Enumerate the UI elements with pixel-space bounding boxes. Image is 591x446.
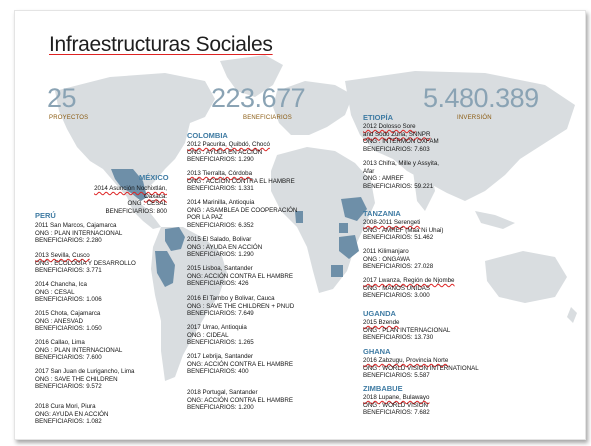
- zimbabue-shape: [331, 265, 343, 277]
- project-ong: ONG : WORLD VISION INTERNATIONAL: [363, 364, 479, 372]
- project-place: and Sodo Zuria, SNNPR: [363, 130, 431, 138]
- project-ong: ONG: ACCIÓN CONTRA EL HAMBRE: [187, 360, 294, 368]
- page-title: Infraestructuras Sociales: [49, 33, 273, 56]
- project-entry: [363, 123, 439, 153]
- project-entry: [363, 160, 439, 190]
- project-entry: [187, 170, 295, 193]
- project-beneficiaries: BENEFICIARIOS: 3.000: [363, 292, 430, 300]
- country-heading-peru: PERÚ: [35, 211, 56, 220]
- project-entry: [187, 295, 294, 318]
- country-heading-mexico: MÉXICO: [139, 173, 169, 182]
- project-beneficiaries: BENEFICIARIOS: 9.572: [35, 383, 102, 391]
- project-beneficiaries: BENEFICIARIOS: 6.352: [187, 221, 254, 229]
- project-place: 2014 Asunción Nochixtlán,: [94, 185, 167, 192]
- project-entry: [187, 199, 297, 229]
- project-beneficiaries: BENEFICIARIOS: 59.221: [363, 182, 434, 190]
- stat-projects-label: PROYECTOS: [49, 115, 89, 121]
- project-place: 2015 Chota, Cajamarca: [35, 310, 101, 317]
- project-place: 2013 Chifra, Mille y Assyita,: [363, 160, 439, 167]
- project-entry: [35, 339, 122, 362]
- project-entry: [187, 141, 270, 164]
- project-entry: [35, 281, 102, 304]
- project-beneficiaries: BENEFICIARIOS: 1.006: [35, 296, 102, 304]
- project-ong: ONG : ACCIÓN CONTRA EL HAMBRE: [187, 177, 295, 185]
- project-beneficiaries: BENEFICIARIOS: 1.290: [187, 156, 254, 164]
- project-entry: [363, 357, 479, 380]
- project-ong: ONG : SAVE THE CHILDREN: [35, 375, 118, 383]
- project-ong: ONG: ACCIÓN CONTRA EL HAMBRE: [187, 272, 294, 280]
- project-beneficiaries: BENEFICIARIOS: 426: [187, 280, 249, 288]
- project-place: 2013 Sevilla, Cusco: [35, 252, 90, 259]
- project-entry: [187, 265, 293, 288]
- project-beneficiaries: BENEFICIARIOS: 27.028: [363, 263, 434, 271]
- project-place: 2015 Lisboa, Santander: [187, 265, 253, 272]
- project-ong: ONG : PLAN INTERNACIONAL: [35, 346, 123, 354]
- project-beneficiaries: BENEFICIARIOS: 51.462: [363, 234, 434, 242]
- project-place: 2011 San Marcos, Cajamarca: [35, 222, 117, 229]
- project-place: 2014 Marinilla, Antioquia: [187, 199, 255, 206]
- project-entry: [35, 222, 122, 245]
- project-ong: ONG : INTERMÓN OXFAM: [363, 138, 439, 146]
- infographic-page: [14, 10, 586, 440]
- project-entry: [35, 368, 134, 391]
- stat-investment-label: INVERSIÓN: [457, 115, 492, 121]
- project-beneficiaries: BENEFICIARIOS: 7.649: [187, 310, 254, 318]
- project-ong: ONG : AMREF (Maa Ni Uhai): [363, 226, 444, 234]
- stat-projects-value: 25: [47, 83, 77, 113]
- stat-beneficiaries-label: BENEFICIARIOS: [243, 115, 292, 121]
- project-entry: [35, 310, 102, 333]
- project-entry: [363, 277, 455, 300]
- project-ong: ONG : ASAMBLEA DE COOPERACIÓN: [187, 206, 298, 214]
- project-beneficiaries: BENEFICIARIOS: 7.682: [363, 409, 430, 417]
- project-place: 2011 Kilimanjaro: [363, 248, 409, 255]
- project-place: 2017 San Juan de Lurigancho, Lima: [35, 368, 135, 375]
- project-place: 2014 Chancha, Ica: [35, 281, 87, 288]
- project-place: 2016 Zabzugu, Provincia Norte: [363, 357, 449, 364]
- project-ong: ONG : AMREF: [363, 175, 404, 183]
- country-heading-tanzania: TANZANIA: [363, 209, 401, 218]
- project-ong: ONG : SAVE THE CHILDREN + PNUD: [187, 302, 295, 310]
- project-place: 2018 Lupane, Bulawayo: [363, 394, 430, 401]
- project-place: 2008-2011 Serengeti: [363, 219, 421, 226]
- project-place: 2015 El Salado, Bolivar: [187, 236, 252, 243]
- project-ong: ONG : AYUDA EN ACCIÓN: [187, 148, 263, 156]
- project-ong: ONG : CESAL: [127, 200, 167, 208]
- project-beneficiaries: BENEFICIARIOS: 1.265: [187, 339, 254, 347]
- project-entry: [363, 394, 430, 417]
- project-place: 2017 Lebrija, Santander: [187, 353, 254, 360]
- project-entry: [35, 403, 108, 426]
- project-entry: [187, 236, 262, 259]
- stat-investment-value: 5.480.389: [423, 83, 539, 113]
- project-beneficiaries: BENEFICIARIOS: 1.082: [35, 418, 102, 426]
- project-ong: ONG : ECOLOGÍA Y DESARROLLO: [35, 259, 136, 267]
- project-entry: [187, 389, 293, 412]
- project-place: 2013 Tierralta, Córdoba: [187, 170, 253, 177]
- project-place: 2018 Portugal, Santander: [187, 389, 258, 396]
- project-ong: ONG: AYUDA EN ACCIÓN: [35, 410, 109, 418]
- project-beneficiaries: BENEFICIARIOS: 7.603: [363, 145, 430, 153]
- project-entry: [363, 219, 443, 242]
- country-heading-zimbabue: ZIMBABUE: [363, 384, 403, 393]
- project-place: 2017 Lwanza, Región de Njombe: [363, 277, 455, 284]
- project-beneficiaries: BENEFICIARIOS: 3.771: [35, 267, 102, 275]
- project-beneficiaries: BENEFICIARIOS: 800: [105, 207, 167, 215]
- project-beneficiaries: BENEFICIARIOS: 1.200: [187, 404, 254, 412]
- country-heading-ghana: GHANA: [363, 347, 391, 356]
- uganda-shape: [339, 223, 348, 233]
- project-place: 2018 Cura Mori, Piura: [35, 403, 96, 410]
- project-place: Afar: [363, 167, 375, 175]
- project-entry: [89, 185, 167, 215]
- project-beneficiaries: BENEFICIARIOS: 1.331: [187, 185, 254, 193]
- country-heading-etiopia: ETIOPÍA: [363, 113, 394, 122]
- project-place: 2017 Urrao, Antioquia: [187, 324, 247, 331]
- project-beneficiaries: BENEFICIARIOS: 13.730: [363, 334, 434, 342]
- project-ong: ONG : PLAN INTERNACIONAL: [363, 326, 451, 334]
- project-place: 2012 Dolosso Sore: [363, 123, 416, 130]
- project-ong: ONG : CESAL: [35, 288, 75, 296]
- project-beneficiaries: BENEFICIARIOS: 400: [187, 368, 249, 376]
- project-beneficiaries: BENEFICIARIOS: 5.587: [363, 372, 430, 380]
- project-place: 2016 Callao, Lima: [35, 339, 85, 346]
- project-ong: ONG: ACCIÓN CONTRA EL HAMBRE: [187, 396, 294, 404]
- project-ong: ONG : PLAN INTERNACIONAL: [35, 229, 123, 237]
- project-ong: ONG : WORLD VISION: [363, 401, 428, 409]
- project-place: 2012 Pacurita, Quibdó, Chocó: [187, 141, 270, 148]
- project-entry: [35, 252, 136, 275]
- project-ong: ONG : CIDEAL: [187, 331, 229, 339]
- project-ong: ONG : MANOS UNIDAS: [363, 284, 431, 292]
- country-heading-colombia: COLOMBIA: [187, 131, 228, 140]
- project-entry: [187, 324, 254, 347]
- project-entry: [187, 353, 293, 376]
- project-entry: [363, 319, 450, 342]
- project-ong: ONG : ANESVAD: [35, 317, 84, 325]
- country-heading-uganda: UGANDA: [363, 309, 396, 318]
- stat-beneficiaries-value: 223.677: [211, 83, 306, 113]
- project-beneficiaries: BENEFICIARIOS: 1.290: [187, 251, 254, 259]
- project-place: 2015 Bzende: [363, 319, 400, 326]
- project-entry: [363, 248, 433, 271]
- project-beneficiaries: BENEFICIARIOS: 1.050: [35, 325, 102, 333]
- project-ong: ONG : ONGAWA: [363, 255, 410, 263]
- project-ong: ONG : AYUDA EN ACCIÓN: [187, 243, 263, 251]
- project-place: 2016 El Tambo y Bolivar, Cauca: [187, 295, 275, 302]
- project-ong: POR LA PAZ: [187, 214, 223, 222]
- project-beneficiaries: BENEFICIARIOS: 2.280: [35, 237, 102, 245]
- project-place: Oaxaca.: [143, 192, 167, 200]
- project-beneficiaries: BENEFICIARIOS: 7.600: [35, 354, 102, 362]
